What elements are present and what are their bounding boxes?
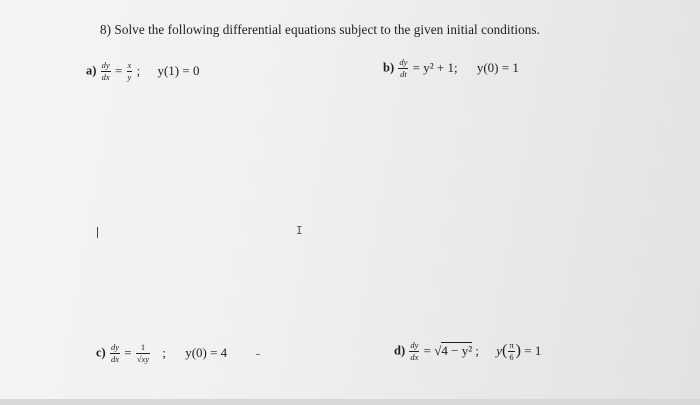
- problem-c-derivative: [110, 343, 120, 363]
- problem-a-condition: y(1) = 0: [157, 63, 200, 78]
- problem-b-equation: = y² + 1;: [412, 60, 458, 75]
- problem-b-derivative: [398, 58, 408, 78]
- problem-d: [394, 341, 541, 361]
- problem-d-condition-numerator: π: [509, 340, 514, 350]
- problem-a-label: a): [86, 63, 97, 78]
- problem-a-derivative-denominator: dx: [101, 71, 110, 82]
- problem-b: [383, 58, 519, 78]
- problem-d-condition-paren-close: ): [515, 342, 521, 359]
- problem-d-equals: =: [423, 343, 431, 358]
- problem-d-radicand: 4 − y²: [441, 343, 473, 358]
- problem-c: [96, 343, 227, 363]
- problem-d-condition-denominator: 6: [509, 351, 514, 362]
- bottom-edge: [0, 399, 700, 405]
- problem-d-condition-fraction: [508, 341, 514, 361]
- problem-a-derivative: [101, 61, 111, 81]
- problem-d-derivative: [409, 341, 419, 361]
- problem-c-equals: =: [124, 345, 132, 360]
- problem-c-derivative-denominator: dx: [110, 353, 119, 364]
- problem-a-equals: =: [114, 63, 123, 78]
- problem-d-separator: ;: [475, 343, 479, 358]
- problem-b-derivative-denominator: dt: [400, 68, 407, 79]
- problem-a: [86, 61, 199, 81]
- problem-c-condition: y(0) = 4: [185, 345, 228, 360]
- problem-c-rhs-numerator: 1: [136, 343, 150, 354]
- ibeam-cursor-icon: I: [296, 224, 303, 237]
- problem-a-rhs-denominator: y: [127, 71, 132, 82]
- problem-d-sqrt-sign: √: [434, 343, 442, 358]
- problem-b-derivative-numerator: dy: [399, 57, 408, 67]
- problem-d-condition-paren-open: (: [502, 342, 508, 359]
- stray-mark: [256, 354, 260, 355]
- problem-a-separator: ;: [136, 63, 141, 78]
- text-caret: [97, 227, 98, 238]
- problem-c-rhs-denominator: √xy: [136, 353, 150, 364]
- problem-a-rhs-fraction: [127, 61, 133, 81]
- problem-title: 8) Solve the following differential equations subject to the given initial conditions.: [100, 22, 540, 37]
- problem-a-rhs-numerator: x: [127, 60, 132, 70]
- problem-d-derivative-denominator: dx: [410, 351, 419, 362]
- problem-d-label: d): [394, 343, 406, 358]
- problem-b-label: b): [383, 60, 395, 75]
- problem-b-condition: y(0) = 1: [476, 60, 519, 75]
- problem-c-label: c): [96, 345, 106, 360]
- problem-c-rhs-fraction: [136, 343, 150, 363]
- problem-d-derivative-numerator: dy: [410, 340, 419, 350]
- problem-c-derivative-numerator: dy: [110, 342, 119, 352]
- problem-d-condition-function: y: [496, 343, 503, 358]
- problem-d-condition-value: = 1: [524, 343, 542, 358]
- problem-a-derivative-numerator: dy: [101, 60, 110, 70]
- problem-c-separator: ;: [162, 345, 166, 360]
